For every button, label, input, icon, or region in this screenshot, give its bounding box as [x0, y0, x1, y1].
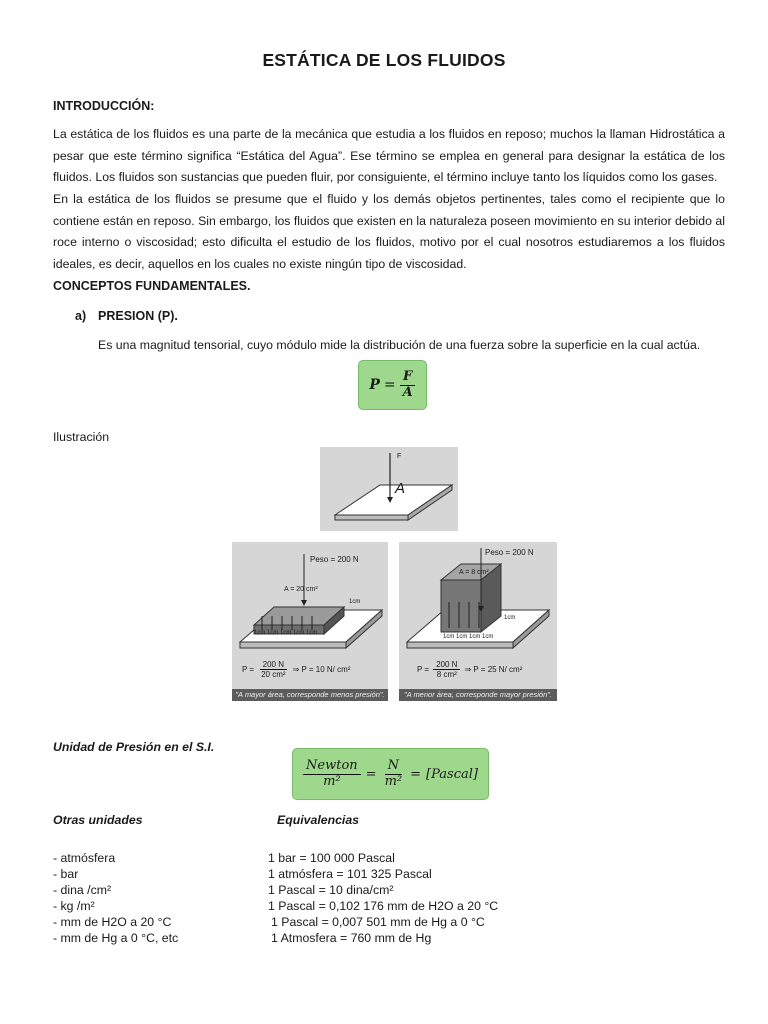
other-units-list [53, 850, 178, 946]
list-item: - mm de Hg a 0 °C, etc [53, 931, 179, 945]
pascal-denominator-1: m² [323, 773, 341, 789]
equivalences-list [268, 850, 498, 946]
right-caption: "A menor área, corresponde mayor presión". [399, 689, 557, 701]
formula-equals: = [383, 377, 396, 393]
left-cm-label: 1cm [349, 599, 361, 605]
right-weight-label: Peso = 200 N [485, 548, 534, 557]
pressure-formula [358, 360, 427, 410]
intro-paragraph-2: En la estática de los fluidos se presume que el fluido y los demás objetos pertinentes, tales como el recipiente que lo contiene están en reposo. Sin embargo, los fluidos que existen en la naturaleza poseen movimiento en su interior debido al roce interno o viscosidad; esto dificulta el estudio de los fluidos, motivo por el cual nosotros estudiaremos a los fluidos ideales, es decir, aquellos en los cuales no existe ningún tipo de viscosidad. [53, 192, 725, 271]
list-item: - mm de H2O a 20 °C [53, 915, 172, 929]
pressure-heading: PRESION (P). [98, 309, 178, 323]
small-area-illustration [399, 542, 557, 667]
pascal-numerator-2: N [385, 759, 402, 775]
si-unit-label: Unidad de Presión en el S.I. [53, 740, 215, 754]
intro-paragraph-1: La estática de los fluidos es una parte de la mecánica que estudia a los fluidos en reposo; muchos la llaman Hidrostática a pesar que este término significa “Estática del Agua”. Ese término se emplea en general para designar la estática de los fluidos. Los fluidos son sustancias que pueden fluir, por consiguiente, el término incluye tanto los líquidos como los gases. [53, 127, 725, 184]
formula-denominator: A [402, 384, 413, 400]
list-item: 1 bar = 100 000 Pascal [268, 851, 395, 865]
left-caption: "A mayor área, corresponde menos presión". [232, 689, 388, 701]
left-weight-label: Peso = 200 N [310, 555, 359, 564]
figure-large-area [232, 542, 388, 701]
other-units-header: Otras unidades [53, 813, 143, 827]
item-marker: a) [75, 309, 87, 323]
pascal-fraction-2 [382, 759, 406, 790]
right-eq-denominator: 8 cm² [436, 670, 457, 680]
left-eq-p: P = [242, 665, 255, 675]
formula-lhs: P [369, 377, 380, 393]
pressure-definition: Es una magnitud tensorial, cuyo módulo mide la distribución de una fuerza sobre la superficie en la cual actúa. [98, 338, 701, 352]
figure-small-area [399, 542, 557, 701]
intro-heading: INTRODUCCIÓN: [53, 99, 155, 113]
list-item: - atmósfera [53, 851, 116, 865]
right-eq-result: ⇒ P = 25 N/ cm² [464, 665, 523, 675]
pascal-denominator-2: m² [384, 773, 403, 789]
pascal-formula [292, 748, 489, 800]
list-item: - bar [53, 867, 79, 881]
left-cm-row: 1cm 1cm 1cm 1cm 1cm [254, 630, 318, 636]
equivalences-header: Equivalencias [277, 813, 360, 827]
right-cm-label: 1cm [504, 615, 516, 621]
right-eq-p: P = [417, 665, 430, 675]
concepts-heading: CONCEPTOS FUNDAMENTALES. [53, 279, 251, 293]
list-item: 1 Pascal = 0,007 501 mm de Hg a 0 °C [271, 915, 485, 929]
pascal-result: [Pascal] [426, 766, 478, 782]
list-item: - kg /m² [53, 899, 95, 913]
list-item: 1 atmósfera = 101 325 Pascal [268, 867, 432, 881]
right-eq-numerator: 200 N [433, 660, 460, 670]
left-eq-numerator: 200 N [260, 660, 287, 670]
illustration-label: Ilustración [53, 430, 110, 444]
right-area-label: A = 8 cm² [459, 569, 489, 576]
list-item: 1 Pascal = 10 dina/cm² [268, 883, 394, 897]
left-pressure-equation [242, 660, 350, 679]
area-label: A [395, 480, 406, 497]
list-item: - dina /cm² [53, 883, 112, 897]
formula-fraction [400, 370, 416, 401]
formula-numerator: F [400, 370, 415, 386]
left-area-label: A = 20 cm² [284, 586, 318, 593]
left-eq-fraction [258, 660, 288, 679]
list-item: 1 Pascal = 0,102 176 mm de H2O a 20 °C [268, 899, 499, 913]
figure-force-on-plate [320, 447, 458, 531]
pascal-fraction-1 [303, 759, 361, 790]
left-eq-denominator: 20 cm² [261, 670, 286, 680]
right-cm-row: 1cm 1cm 1cm 1cm [443, 634, 494, 640]
plate-illustration [320, 447, 458, 531]
right-eq-fraction [433, 660, 460, 679]
force-label: F [397, 453, 402, 460]
pascal-equals-1: = [365, 766, 377, 782]
pascal-equals-2: = [410, 766, 422, 782]
list-item: 1 Atmosfera = 760 mm de Hg [271, 931, 432, 945]
pascal-numerator-1: Newton [303, 759, 361, 775]
right-pressure-equation [417, 660, 522, 679]
left-eq-result: ⇒ P = 10 N/ cm² [292, 665, 351, 675]
page-title: ESTÁTICA DE LOS FLUIDOS [262, 50, 506, 70]
